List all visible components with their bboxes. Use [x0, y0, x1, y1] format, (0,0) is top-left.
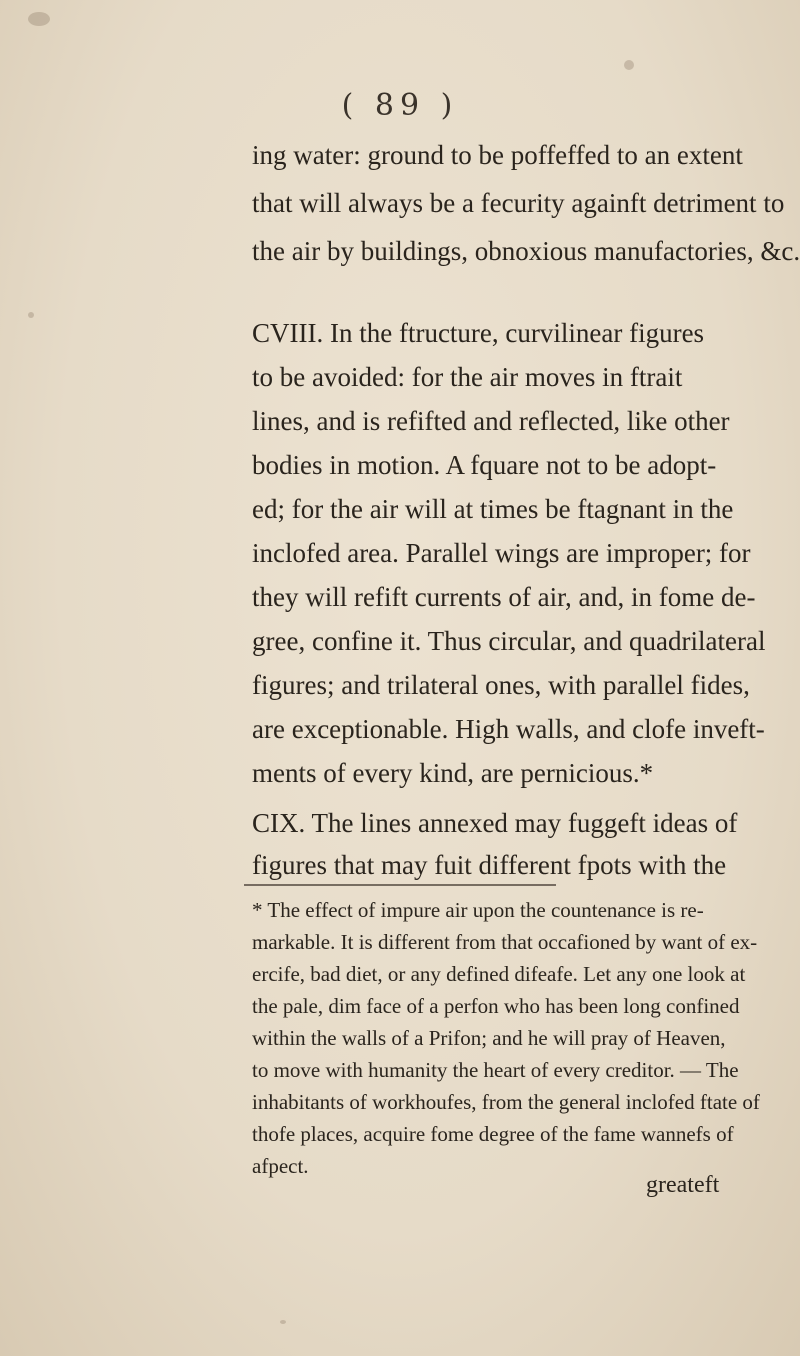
text-line: lines, and is refifted and reflected, like other: [252, 406, 730, 436]
footnote-line: markable. It is different from that occafioned by want of ex-: [252, 930, 758, 954]
text-line: CVIII. In the ftructure, curvilinear figures: [252, 318, 705, 348]
footnote-line: the pale, dim face of a perfon who has been long confined: [252, 994, 740, 1018]
text-line: they will refift currents of air, and, in fome de-: [252, 582, 756, 612]
text-line: inclofed area. Parallel wings are improper; for: [252, 538, 751, 568]
foxing-spot: [624, 60, 634, 70]
footnote-line: within the walls of a Prifon; and he will pray of Heaven,: [252, 1026, 726, 1050]
text-line: ments of every kind, are pernicious.*: [252, 758, 654, 788]
catchword: greateft: [646, 1172, 720, 1198]
text-line: ed; for the air will at times be ftagnant in the: [252, 494, 734, 524]
text-line: figures; and trilateral ones, with parallel fides,: [252, 670, 750, 700]
footnote-line: afpect.: [252, 1154, 309, 1178]
foxing-spot: [28, 12, 50, 26]
foxing-spot: [28, 312, 34, 318]
text-line: are exceptionable. High walls, and clofe inveft-: [252, 714, 765, 744]
footnote-line: to move with humanity the heart of every creditor. — The: [252, 1058, 739, 1082]
footnote-rule: [244, 884, 556, 886]
text-line: CIX. The lines annexed may fuggeft ideas of: [252, 808, 738, 838]
footnote-line: inhabitants of workhoufes, from the general inclofed ftate of: [252, 1090, 760, 1114]
text-line: to be avoided: for the air moves in ftrait: [252, 362, 683, 392]
page-number-header: ( 89 ): [341, 88, 459, 123]
text-line: the air by buildings, obnoxious manufactories, &c.: [252, 236, 800, 266]
text-line: figures that may fuit different fpots with the: [252, 850, 727, 880]
text-line: gree, confine it. Thus circular, and quadrilateral: [252, 626, 766, 656]
footnote-line: thofe places, acquire fome degree of the fame wannefs of: [252, 1122, 734, 1146]
text-line: bodies in motion. A fquare not to be adopt-: [252, 450, 717, 480]
text-line: that will always be a fecurity againft detriment to: [252, 188, 785, 218]
text-line: ing water: ground to be poffeffed to an extent: [252, 140, 743, 170]
footnote-line: * The effect of impure air upon the countenance is re-: [252, 898, 704, 922]
footnote-line: ercife, bad diet, or any defined difeafe. Let any one look at: [252, 962, 746, 986]
foxing-spot: [280, 1320, 286, 1324]
